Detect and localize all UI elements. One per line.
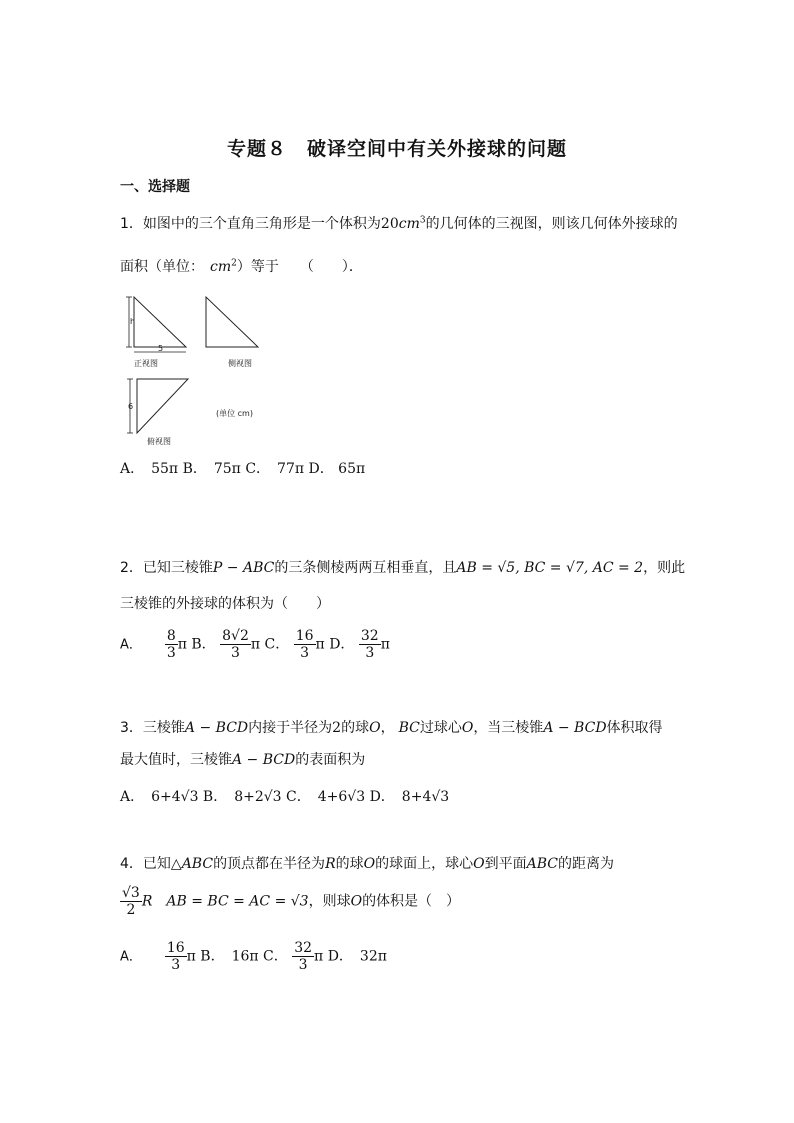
- frac-den: 3: [231, 645, 240, 662]
- q1-line-1: [120, 213, 678, 233]
- q4-o-2: O: [473, 856, 485, 872]
- frac-num: 32: [360, 628, 379, 644]
- frac-den: 3: [300, 645, 310, 662]
- q3-text-h: 最大值时，三棱锥: [120, 752, 232, 768]
- q3-text-c: 的球: [341, 720, 370, 736]
- q2-line-2: 三棱锥的外接球的体积为（ ）: [120, 596, 330, 612]
- q2-opt-a-tail: π B．: [177, 636, 216, 653]
- q2-opt-b-tail: π C．: [250, 636, 290, 653]
- dim-6-label: 6: [128, 402, 134, 411]
- q3-abcd-2: A − BCD: [543, 720, 607, 736]
- q2-line-1: [120, 557, 685, 577]
- q3-text-a: 3．三棱锥: [120, 720, 185, 736]
- q2-text-a: 2．已知三棱锥: [120, 560, 213, 576]
- q4-text-g: ，则球: [308, 893, 351, 910]
- front-view-label: 正视图: [134, 359, 158, 368]
- q4-frac: [120, 885, 142, 918]
- q4-text-d: 的球面上，球心: [375, 856, 474, 872]
- q3-bc: BC: [398, 720, 420, 736]
- q4-text-a: 4．已知△: [120, 856, 182, 872]
- q1-options: A． 55π B． 75π C． 77π D． 65π: [120, 461, 366, 477]
- q4-condition: AB = BC = AC = √3: [166, 893, 309, 910]
- q2-text-c: ，则此: [643, 560, 686, 576]
- q4-abc-2: ABC: [526, 856, 558, 872]
- frac-den: 3: [298, 957, 308, 974]
- q2-opt-d-tail: π: [380, 636, 390, 653]
- q1-unit: cm: [398, 216, 420, 232]
- q4-text-c: 的球: [335, 856, 364, 872]
- dim-h-label: h: [130, 317, 136, 326]
- frac-num: 16: [295, 628, 314, 644]
- q1-text: 1．如图中的三个直角三角形是一个体积为: [120, 216, 381, 232]
- q3-text-i: 的表面积为: [295, 752, 366, 768]
- q3-abcd-3: A − BCD: [232, 752, 296, 768]
- q2-opt-a-frac: [165, 628, 178, 661]
- q1-exp2: 2: [231, 258, 237, 269]
- frac-num: 8√2: [222, 628, 249, 644]
- frac-num: 8: [166, 628, 176, 644]
- front-view-triangle: [134, 297, 186, 347]
- q3-text-b: 内接于半径为: [248, 720, 333, 736]
- q3-o-2: O: [461, 720, 474, 736]
- top-view-label: 俯视图: [147, 437, 171, 446]
- q1-text-c: 面积（单位：: [120, 259, 204, 275]
- q4-options: [120, 940, 387, 973]
- q2-opt-c-frac: [294, 628, 316, 661]
- q3-line-1: [120, 717, 663, 737]
- q1-text-d: ）等于 （ ）．: [236, 259, 363, 275]
- unit-label: (单位 cm): [216, 409, 253, 418]
- q2-opt-d-frac: [359, 628, 381, 661]
- frac-den: 3: [365, 645, 375, 662]
- q4-o: O: [363, 856, 376, 872]
- q1-exp: 3: [419, 215, 426, 226]
- q4-line-2: [120, 885, 460, 918]
- q3-line-2: [120, 749, 365, 769]
- q1-text-b: 的几何体的三视图，则该几何体外接球的: [425, 216, 678, 232]
- top-view-triangle: [137, 379, 188, 433]
- q3-abcd: A − BCD: [184, 720, 249, 736]
- q2-condition: AB = √5, BC = √7, AC = 2: [456, 560, 644, 576]
- q2-options: [120, 628, 390, 661]
- frac-num: 32: [294, 940, 313, 956]
- q4-text-b: 的顶点都在半径为: [213, 856, 326, 872]
- q4-abc: ABC: [181, 856, 214, 872]
- q2-opt-b-frac: [220, 628, 251, 661]
- q4-opt-a-tail: π B． 16π C．: [186, 948, 288, 965]
- q3-radius: 2: [332, 720, 342, 736]
- q3-text-g: 体积取得: [606, 720, 663, 736]
- q4-o-3: O: [350, 893, 363, 910]
- q4-opt-c-tail: π D． 32π: [314, 948, 387, 965]
- q4-opt-c-frac: [292, 940, 314, 973]
- q2-opt-c-tail: π D．: [315, 636, 355, 653]
- q3-text-f: ，当三棱锥: [473, 720, 544, 736]
- q1-volume: 20: [380, 216, 399, 232]
- frac-den: 3: [171, 957, 181, 974]
- q2-opt-a-label: A．: [120, 637, 142, 653]
- frac-den: 2: [126, 902, 136, 919]
- dim-5-label: 5: [158, 344, 164, 353]
- q4-R: R: [325, 856, 336, 872]
- q4-text-h: 的体积是（ ）: [362, 893, 461, 910]
- q3-o: O: [369, 720, 381, 736]
- q4-opt-a-label: A．: [120, 949, 142, 965]
- page-title: 专题８ 破译空间中有关外接球的问题: [226, 138, 567, 160]
- q4-text-e: 到平面: [484, 856, 527, 872]
- side-view-triangle: [206, 297, 258, 347]
- q3-text-d: ，: [380, 720, 395, 736]
- frac-num: √3: [122, 885, 140, 901]
- q1-unit2: cm: [210, 259, 232, 275]
- q3-options: A． 6+4√3 B． 8+2√3 C． 4+6√3 D． 8+4√3: [120, 789, 450, 805]
- section-heading: 一、选择题: [120, 179, 190, 195]
- q2-text-b: 的三条侧棱两两互相垂直，且: [274, 560, 457, 576]
- frac-den: 3: [166, 645, 176, 662]
- q4-line-1: [120, 853, 614, 873]
- side-view-label: 侧视图: [228, 359, 252, 368]
- q4-text-f: 的距离为: [557, 856, 614, 872]
- frac-num: 16: [166, 940, 185, 956]
- q3-text-e: 过球心: [419, 720, 462, 736]
- q4-R-2: R: [141, 893, 153, 910]
- three-view-figure: [120, 292, 290, 447]
- q1-line-2: [120, 256, 363, 276]
- q2-pabc: P − ABC: [212, 560, 275, 576]
- q4-opt-a-frac: [165, 940, 187, 973]
